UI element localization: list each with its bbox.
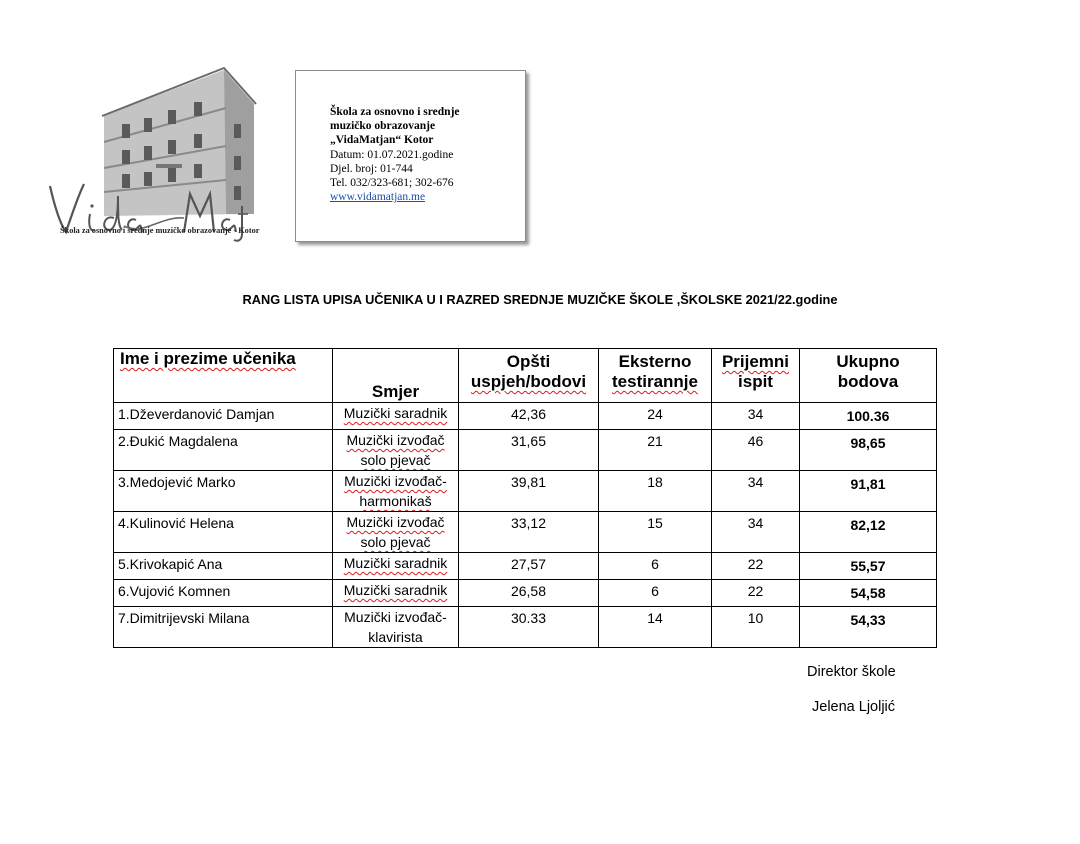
eksterno-testiranje: 18: [599, 471, 712, 512]
eksterno-testiranje: 14: [599, 607, 712, 648]
ukupno-bodova: 100.36: [800, 403, 937, 430]
student-name: 5.Krivokapić Ana: [114, 553, 333, 580]
student-name: 2.Đukić Magdalena: [114, 430, 333, 471]
header-prijemni: Prijemni ispit: [712, 349, 800, 403]
reference-number: Djel. broj: 01-744: [330, 162, 413, 175]
document-date: Datum: 01.07.2021.godine: [330, 148, 454, 161]
ukupno-bodova: 54,33: [800, 607, 937, 648]
eksterno-testiranje: 15: [599, 512, 712, 553]
eksterno-testiranje: 6: [599, 553, 712, 580]
eksterno-testiranje: 21: [599, 430, 712, 471]
school-logo: [44, 64, 262, 246]
header-eksterno: Eksterno testirannje: [599, 349, 712, 403]
ukupno-bodova: 54,58: [800, 580, 937, 607]
student-smjer: Muzički izvođač solo pjevač: [333, 512, 459, 553]
student-smjer: Muzički izvođač solo pjevač: [333, 430, 459, 471]
ukupno-bodova: 55,57: [800, 553, 937, 580]
prijemni-ispit: 22: [712, 553, 800, 580]
opsti-uspjeh: 30.33: [459, 607, 599, 648]
student-name: 1.Dževerdanović Damjan: [114, 403, 333, 430]
table-row: [114, 607, 937, 648]
director-name: Jelena Ljoljić: [812, 699, 896, 715]
school-building-image: [44, 64, 262, 246]
document-title: RANG LISTA UPISA UČENIKA U I RAZRED SREDNJE MUZIČKE ŠKOLE ,ŠKOLSKE 2021/22.godine: [242, 292, 838, 307]
prijemni-ispit: 10: [712, 607, 800, 648]
header-opsti-uspjeh: Opšti uspjeh/bodovi: [459, 349, 599, 403]
prijemni-ispit: 34: [712, 403, 800, 430]
table-row: [114, 403, 937, 430]
student-name: 7.Dimitrijevski Milana: [114, 607, 333, 648]
eksterno-testiranje: 24: [599, 403, 712, 430]
student-smjer: Muzički izvođač- klavirista: [333, 607, 459, 648]
website-link[interactable]: www.vidamatjan.me: [330, 191, 426, 204]
header-smjer: Smjer: [333, 349, 459, 403]
table-row: [114, 430, 937, 471]
header-ukupno: Ukupno bodova: [800, 349, 937, 403]
phone-numbers: Tel. 032/323-681; 302-676: [330, 177, 454, 190]
logo-caption: Škola za osnovno i srednje muzičko obrazovanje - Kotor: [60, 226, 260, 235]
table-row: [114, 471, 937, 512]
prijemni-ispit: 46: [712, 430, 800, 471]
opsti-uspjeh: 26,58: [459, 580, 599, 607]
header-name: Ime i prezime učenika: [114, 349, 333, 403]
ukupno-bodova: 82,12: [800, 512, 937, 553]
opsti-uspjeh: 42,36: [459, 403, 599, 430]
table-row: [114, 580, 937, 607]
eksterno-testiranje: 6: [599, 580, 712, 607]
student-name: 3.Medojević Marko: [114, 471, 333, 512]
student-name: 4.Kulinović Helena: [114, 512, 333, 553]
school-name-line1: Škola za osnovno i srednje: [330, 106, 460, 118]
prijemni-ispit: 22: [712, 580, 800, 607]
table-header-row: [114, 349, 937, 403]
school-name-line2: muzičko obrazovanje: [330, 120, 436, 133]
table-row: [114, 553, 937, 580]
student-smjer: Muzički saradnik: [333, 580, 459, 607]
school-info-box: [295, 70, 526, 242]
prijemni-ispit: 34: [712, 471, 800, 512]
opsti-uspjeh: 31,65: [459, 430, 599, 471]
ranking-table: [113, 348, 937, 648]
school-name-line3: „VidaMatjan“ Kotor: [330, 134, 434, 147]
opsti-uspjeh: 39,81: [459, 471, 599, 512]
student-smjer: Muzički saradnik: [333, 553, 459, 580]
ukupno-bodova: 91,81: [800, 471, 937, 512]
table-row: [114, 512, 937, 553]
opsti-uspjeh: 33,12: [459, 512, 599, 553]
student-name: 6.Vujović Komnen: [114, 580, 333, 607]
director-title: Direktor škole: [807, 664, 896, 680]
ukupno-bodova: 98,65: [800, 430, 937, 471]
opsti-uspjeh: 27,57: [459, 553, 599, 580]
prijemni-ispit: 34: [712, 512, 800, 553]
student-smjer: Muzički izvođač- harmonikaš: [333, 471, 459, 512]
student-smjer: Muzički saradnik: [333, 403, 459, 430]
